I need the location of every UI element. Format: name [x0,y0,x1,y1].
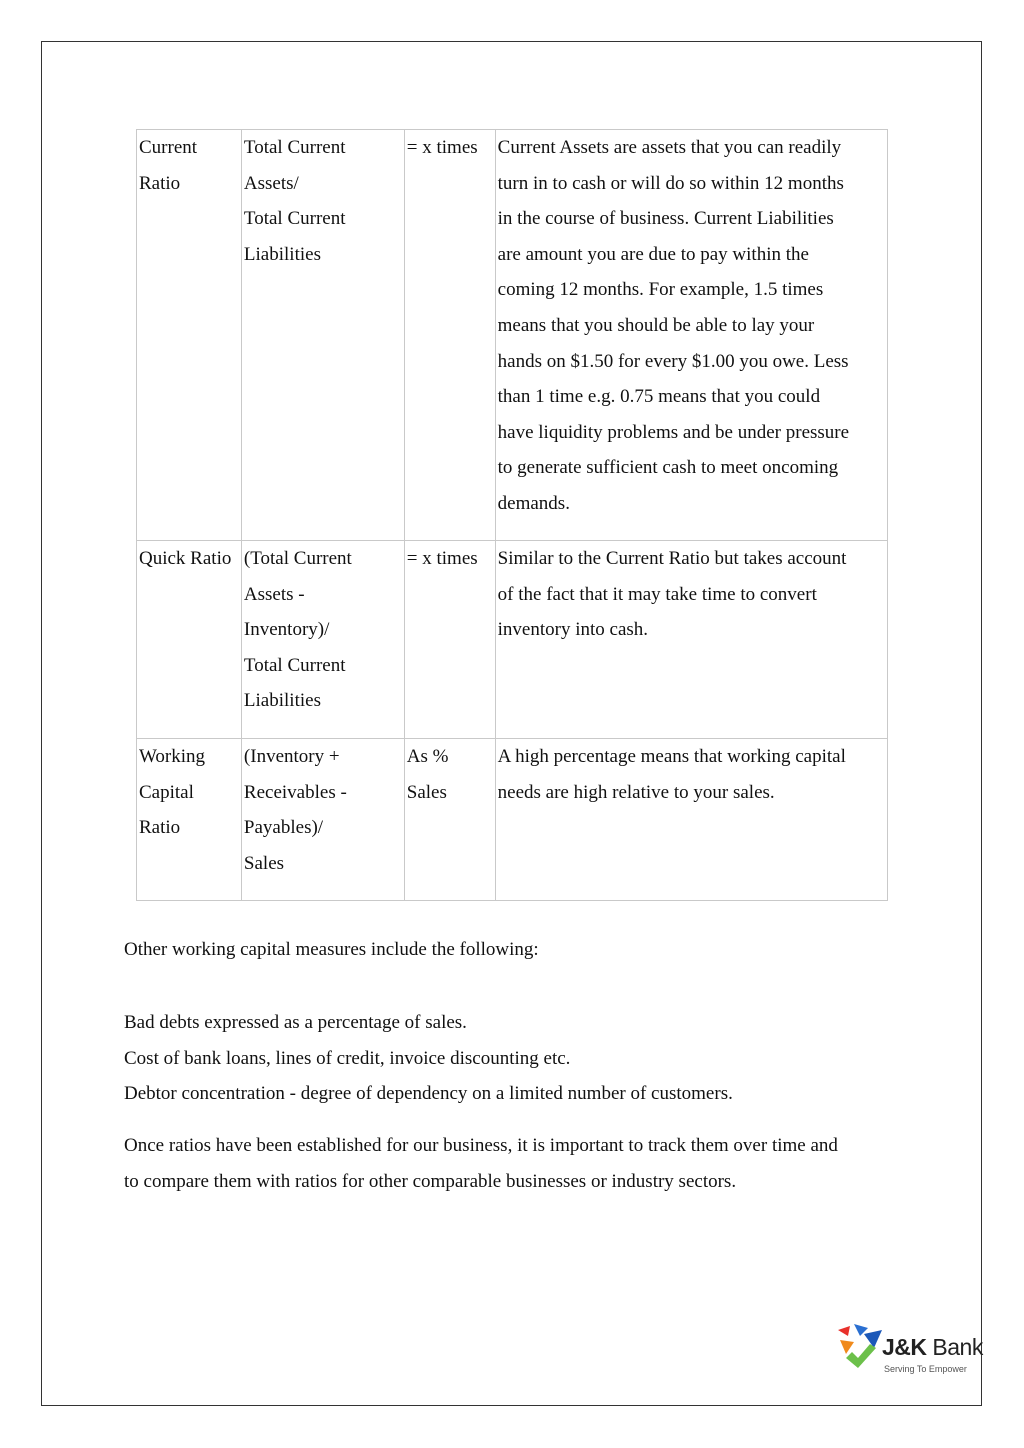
ratio-description-cell [495,739,887,901]
cell-line: Liabilities [243,243,321,265]
table-row [137,739,888,901]
ratio-unit-cell [404,541,495,739]
cell-line: = x times [406,137,478,158]
cell-line: Current Assets are assets that you can readily [497,137,842,158]
cell-line: = x times [406,548,478,569]
ratio-unit-cell [404,130,495,541]
cell-line: Total Current [243,654,346,676]
table-row [137,130,888,541]
cell-line: Sales [243,852,285,874]
cell-line: Assets - [243,583,305,605]
cell-line: Working [139,746,206,767]
cell-line: to generate sufficient cash to meet oncoming [497,457,839,479]
cell-line: Capital [139,781,194,803]
cell-line: (Total Current [243,548,352,569]
measures-list [124,1005,914,1112]
bank-logo-icon [836,1322,884,1372]
cell-line: hands on $1.50 for every $1.00 you owe. Less [497,350,849,372]
cell-line: coming 12 months. For example, 1.5 times [497,279,824,301]
cell-line: As % [406,746,449,767]
cell-line: Liabilities [243,690,321,712]
cell-line: A high percentage means that working capital [497,746,846,767]
cell-line: inventory into cash. [497,619,649,641]
bank-logo [836,1322,986,1380]
cell-line: (Inventory + [243,746,340,767]
bank-logo-wordmark: J&K Bank [882,1334,983,1360]
cell-line: means that you should be able to lay your [497,314,815,336]
ratio-description-cell [495,541,887,739]
cell-line: Total Current [243,137,346,158]
intro-paragraph: Other working capital measures include the following: [124,939,539,960]
cell-line: Sales [406,781,447,803]
ratio-name-cell [137,130,242,541]
cell-line: Current [139,137,198,158]
table-row [137,541,888,739]
cell-line: of the fact that it may take time to convert [497,583,817,605]
cell-line: needs are high relative to your sales. [497,781,775,803]
list-item: Bad debts expressed as a percentage of sales. [124,1012,467,1033]
cell-line: Inventory)/ [243,619,330,641]
cell-line: Assets/ [243,172,299,194]
ratio-formula-cell [241,541,404,739]
cell-line: than 1 time e.g. 0.75 means that you could [497,386,821,408]
cell-line: turn in to cash or will do so within 12 months [497,172,844,194]
closing-paragraph [124,1128,914,1199]
cell-line: are amount you are due to pay within the [497,243,809,265]
ratio-formula-cell [241,739,404,901]
ratio-unit-cell [404,739,495,901]
cell-line: Total Current [243,208,346,230]
cell-line: Ratio [139,172,181,194]
cell-line: Receivables - [243,781,347,803]
bank-logo-tagline: Serving To Empower [884,1364,967,1374]
ratio-name-cell [137,739,242,901]
cell-line: demands. [497,492,570,514]
paragraph-line: Once ratios have been established for our business, it is important to track them over time and [124,1135,838,1156]
cell-line: Payables)/ [243,817,324,839]
cell-line: have liquidity problems and be under pressure [497,421,850,443]
cell-line: Similar to the Current Ratio but takes account [497,548,847,569]
cell-line: in the course of business. Current Liabilities [497,208,834,230]
ratio-table [136,129,888,901]
ratio-formula-cell [241,130,404,541]
ratio-name-cell [137,541,242,739]
list-item: Cost of bank loans, lines of credit, invoice discounting etc. [124,1047,571,1069]
cell-line: Ratio [139,817,181,839]
ratio-description-cell [495,130,887,541]
cell-line: Quick Ratio [139,548,232,569]
paragraph-line: to compare them with ratios for other comparable businesses or industry sectors. [124,1170,737,1192]
list-item: Debtor concentration - degree of dependency on a limited number of customers. [124,1083,733,1105]
